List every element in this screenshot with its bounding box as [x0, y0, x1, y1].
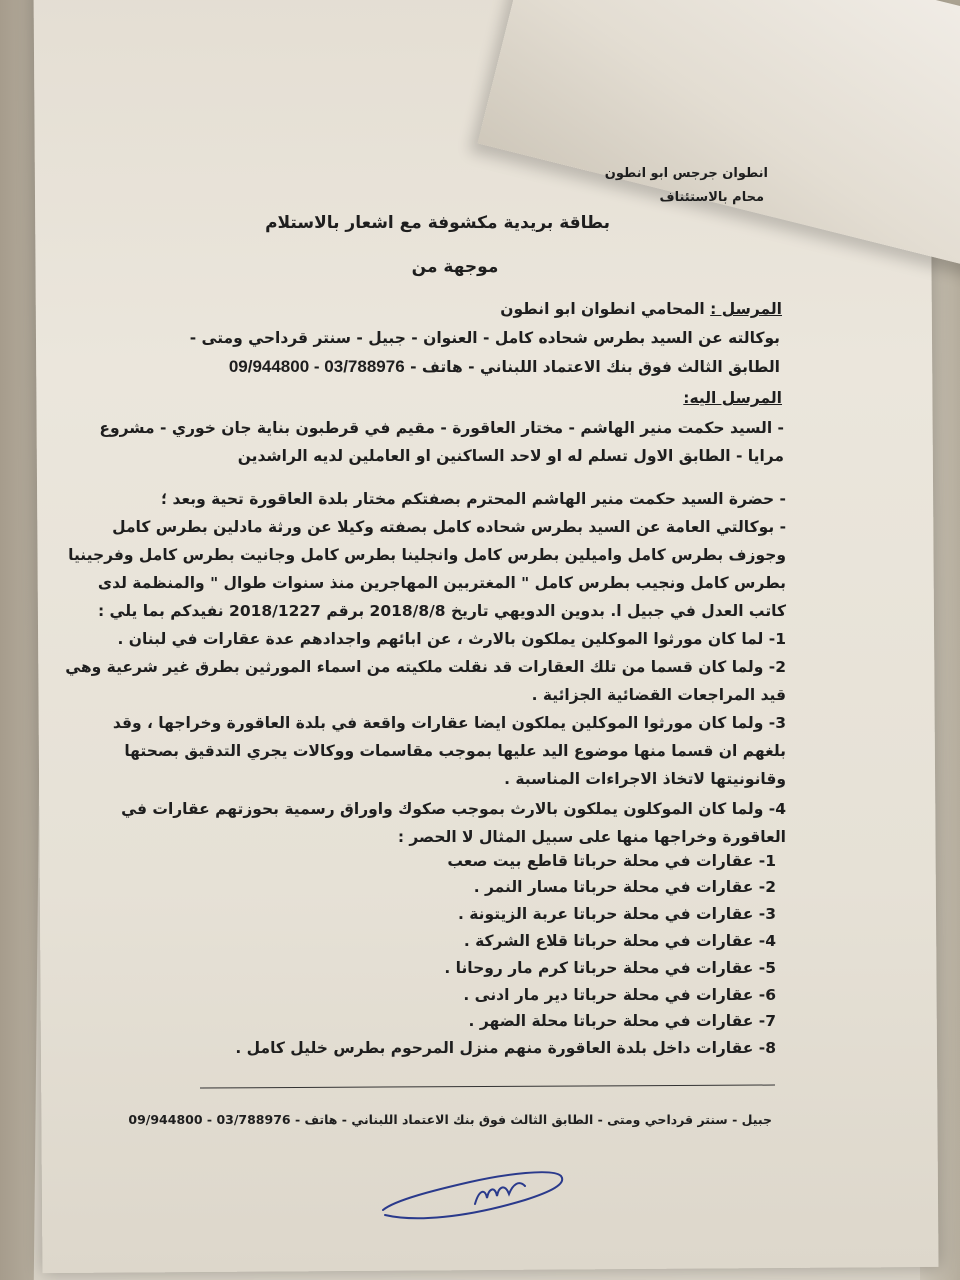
list-item: 4- عقارات في محلة حرباتا قلاع الشركة . — [463, 932, 776, 950]
footer-line — [128, 1112, 772, 1127]
list-item: 2- عقارات في محلة حرباتا مسار النمر . — [473, 878, 776, 896]
sender-line-2 — [229, 357, 780, 377]
document-title: بطاقة بريدية مكشوفة مع اشعار بالاستلام — [265, 213, 610, 233]
footer-phones: 03/788976 - 09/944800 — [128, 1112, 291, 1127]
sender-label: المرسل : — [710, 300, 782, 318]
sender-address: الطابق الثالث فوق بنك الاعتماد اللبناني - هاتف - — [410, 358, 780, 376]
body-line: وقانونيتها لاتخاذ الاجراءات المناسبة . — [504, 770, 786, 788]
recipient-line-1: - السيد حكمت منير الهاشم - مختار العاقورة - مقيم في قرطبون بناية جان خوري - مشروع — [99, 419, 784, 437]
recipient-line-2: مرايا - الطابق الاول تسلم له او لاحد الساكنين او العاملين لديه الراشدين — [237, 447, 784, 465]
body-line: بطرس كامل ونجيب بطرس كامل " المغتربين المهاجرين منذ سنوات طوال " والمنظمة لدى — [97, 574, 786, 592]
body-line: قيد المراجعات القضائية الجزائية . — [531, 686, 786, 704]
list-item: 5- عقارات في محلة حرباتا كرم مار روحانا . — [444, 959, 776, 977]
recipient-label: المرسل اليه: — [683, 389, 782, 407]
body-line: 2- ولما كان قسما من تلك العقارات قد نقلت ملكيته من اسماء المورثين بطرق غير شرعية وهي — [65, 658, 786, 676]
lawyer-name: انطوان جرجس ابو انطون — [604, 166, 768, 181]
list-item: 1- عقارات في محلة حرباتا قاطع بيت صعب — [447, 852, 776, 870]
sender-line-1: بوكالته عن السيد بطرس شحاده كامل - العنوان - جبيل - سنتر قرداحي ومتى - — [189, 329, 780, 347]
sender-name: المحامي انطوان ابو انطون — [500, 300, 705, 318]
body-line: كاتب العدل في جبيل ا. بدوين الدويهي تاريخ 2018/8/8 برقم 2018/1227 نفيدكم بما يلي : — [97, 602, 786, 620]
document-subtitle: موجهة من — [411, 257, 499, 277]
list-item: 7- عقارات في محلة حرباتا محلة الضهر . — [468, 1012, 776, 1030]
sender-phones: 03/788976 - 09/944800 — [228, 357, 405, 376]
body-line: 1- لما كان مورثوا الموكلين يملكون بالارث ، عن ابائهم واجدادهم عدة عقارات في لبنان . — [117, 630, 786, 648]
lawyer-title: محام بالاستئناف — [659, 190, 764, 205]
body-line: 4- ولما كان الموكلون يملكون بالارث بموجب صكوك واوراق رسمية بحوزتهم عقارات في — [121, 800, 786, 818]
body-line: - بوكالتي العامة عن السيد بطرس شحاده كامل بصفته وكيلا عن ورثة مادلين بطرس كامل — [112, 518, 786, 536]
body-line: وجوزف بطرس كامل واميلين بطرس كامل وانجلينا بطرس كامل وجانيت بطرس كامل وفرجينيا — [68, 546, 786, 564]
body-line: العاقورة وخراجها منها على سبيل المثال لا الحصر : — [397, 828, 786, 846]
handwritten-signature — [375, 1160, 575, 1230]
list-item: 6- عقارات في محلة حرباتا دير مار ادنى . — [463, 986, 776, 1004]
body-line: 3- ولما كان مورثوا الموكلين يملكون ايضا عقارات واقعة في بلدة العاقورة وخراجها ، وقد — [112, 714, 786, 732]
body-line: - حضرة السيد حكمت منير الهاشم المحترم بصفتكم مختار بلدة العاقورة تحية وبعد ؛ — [160, 490, 786, 508]
footer-address: جبيل - سنتر قرداحي ومتى - الطابق الثالث فوق بنك الاعتماد اللبناني - هاتف - — [294, 1112, 772, 1127]
list-item: 8- عقارات داخل بلدة العاقورة منهم منزل المرحوم بطرس خليل كامل . — [235, 1039, 776, 1057]
body-line: بلغهم ان قسما منها موضوع اليد عليها بموجب مقاسمات ووكالات يجري التدقيق بصحتها — [124, 742, 786, 760]
sender-block — [500, 300, 782, 318]
list-item: 3- عقارات في محلة حرباتا عربة الزيتونة . — [458, 905, 776, 923]
